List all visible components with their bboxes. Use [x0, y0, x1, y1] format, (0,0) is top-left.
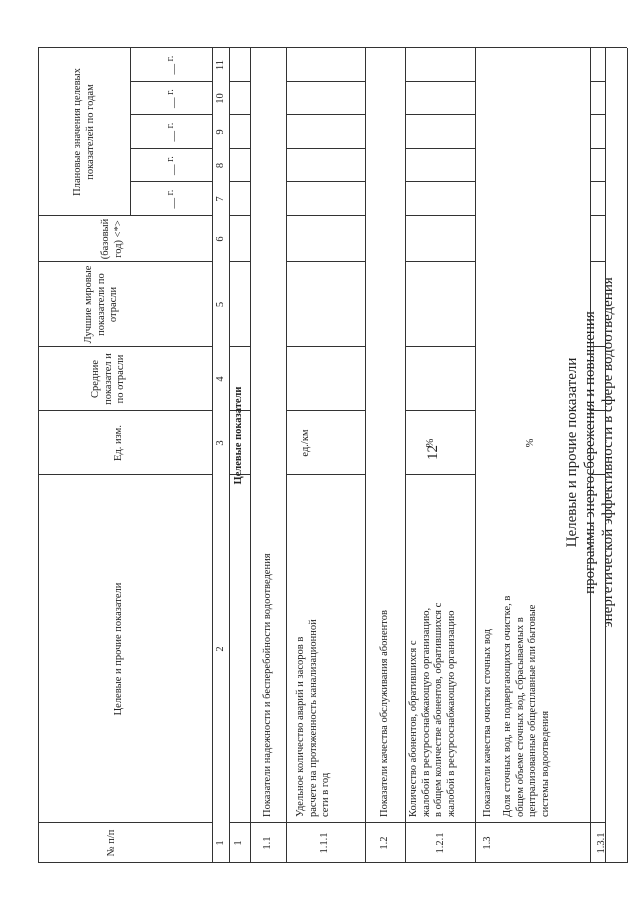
item-name-1-3-1: Доля сточных вод, не подвергающихся очистке, в общем объеме сточных вод, сбрасываемых в централизованные общесплавные или бытовые системы водоотведения — [502, 595, 551, 817]
col-number-10: 10 — [215, 93, 226, 104]
item-num-1-1-1: 1.1.1 — [319, 832, 330, 854]
title-line-1: Целевые и прочие показатели — [564, 357, 580, 548]
item-unit-1-3-1: % — [525, 438, 536, 448]
item-num-1-3-1: 1.3.1 — [596, 832, 607, 854]
header-year-1: __ г. — [165, 189, 176, 209]
col-number-9: 9 — [215, 129, 226, 135]
header-num: № п/п — [106, 829, 117, 857]
col-number-1: 1 — [215, 840, 226, 846]
header-year-2: __ г. — [165, 156, 176, 175]
header-unit: Ед. изм. — [113, 425, 124, 461]
item-unit-1-1-1: ед./км — [300, 429, 311, 457]
item-unit-1-2-1: % — [425, 438, 436, 448]
section-title: Целевые показатели — [233, 386, 244, 485]
col-number-8: 8 — [215, 162, 226, 169]
col-number-11: 11 — [215, 59, 226, 71]
header-year-5: __ г. — [165, 55, 176, 75]
col-number-4: 4 — [215, 376, 226, 382]
header-year-4: __ г. — [165, 89, 176, 108]
item-num-1-2-1: 1.2.1 — [435, 832, 446, 854]
header-year-3: __ г. — [165, 122, 176, 142]
header-plan: Плановые значения целевых показателей по годам — [72, 68, 96, 196]
col-number-2: 2 — [215, 646, 226, 652]
col-number-3: 3 — [215, 440, 226, 446]
col-number-6: 6 — [215, 236, 226, 242]
col-number-5: 5 — [215, 301, 226, 308]
header-base: (базовый год) <*> — [100, 218, 124, 260]
col-number-7: 7 — [215, 196, 226, 202]
group-num-1-3: 1.3 — [482, 836, 493, 850]
group-title-1-2: Показатели качества обслуживания абонентов — [379, 610, 390, 817]
title-line-3: энергетической эффективности в сфере водоотведения — [600, 277, 616, 628]
header-name: Целевые и прочие показатели — [113, 582, 124, 716]
group-num-1-2: 1.2 — [379, 836, 390, 850]
header-avg: Средние показател и по отрасли — [90, 353, 126, 405]
title-line-2: программы энергосбережения и повышения — [582, 311, 598, 594]
section-num: 1 — [233, 840, 244, 846]
item-name-1-2-1: Количество абонентов, обратившихся с жалобой в ресурсоснабжающую организацию, в общем количестве абонентов, обратившихся с жалобой в ресурсоснабжающую организацию — [408, 602, 457, 817]
item-name-1-1-1: Удельное количество аварий и засоров в расчете на протяженность канализационной сети в год — [295, 619, 331, 817]
page-number: 12 — [425, 445, 441, 460]
group-title-1-1: Показатели надежности и бесперебойности водоотведения — [262, 553, 273, 817]
group-num-1-1: 1.1 — [262, 836, 273, 850]
group-title-1-3: Показатели качества очистки сточных вод — [482, 628, 493, 817]
header-best: Лучшие мировые показатели по отрасли — [83, 265, 119, 344]
